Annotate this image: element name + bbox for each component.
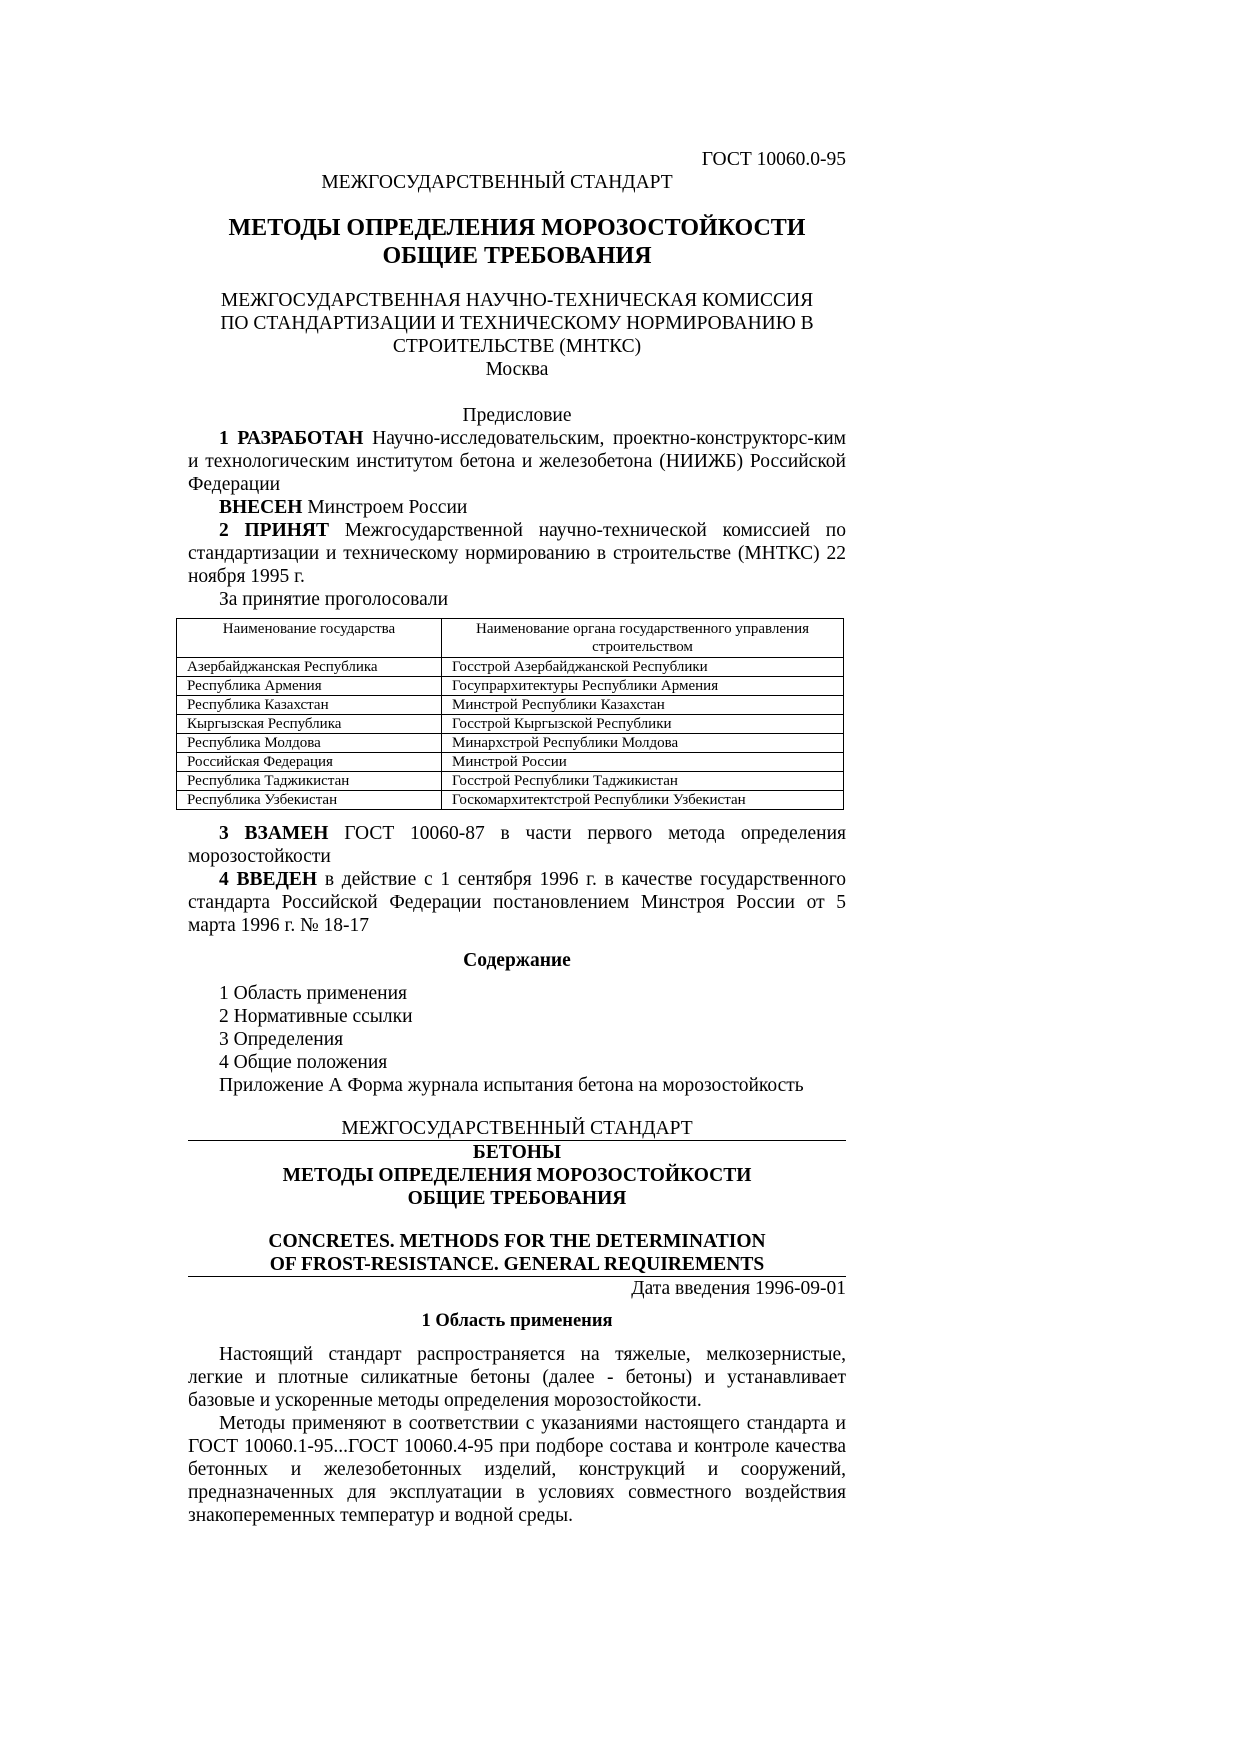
standard-title-line: МЕТОДЫ ОПРЕДЕЛЕНИЯ МОРОЗОСТОЙКОСТИ xyxy=(282,1165,752,1186)
doc-title-line: ОБЩИЕ ТРЕБОВАНИЯ xyxy=(382,243,652,269)
commission-line: СТРОИТЕЛЬСТВЕ (МНТКС) xyxy=(392,336,642,357)
preface-item-label: 4 ВВЕДЕН xyxy=(219,869,318,890)
contents-item: Приложение А Форма журнала испытания бетона на морозостойкость xyxy=(219,1075,804,1096)
section-paragraph: Настоящий стандарт распространяется на тяжелые, мелкозернистые, легкие и плотные силикатные бетоны (далее - бетоны) и устанавливает базовые и ускоренные методы определения морозостойкости. xyxy=(188,1344,846,1411)
document-page xyxy=(188,148,846,1527)
preface-item-label: 3 ВЗАМЕН xyxy=(219,823,329,844)
table-row xyxy=(177,734,844,753)
table-cell: Республика Молдова xyxy=(177,734,442,753)
table-row xyxy=(177,677,844,696)
standard-title-line: ОБЩИЕ ТРЕБОВАНИЯ xyxy=(407,1188,627,1209)
table-cell: Кыргызская Республика xyxy=(177,715,442,734)
standard-title-en xyxy=(188,1230,846,1276)
table-cell: Госупрархитектуры Республики Армения xyxy=(442,677,844,696)
table-cell: Минстрой Республики Казахстан xyxy=(442,696,844,715)
commission xyxy=(188,289,846,358)
intro-date: Дата введения 1996-09-01 xyxy=(631,1278,846,1299)
preface-item-label: ВНЕСЕН xyxy=(219,497,303,518)
votes-table xyxy=(176,618,844,810)
preface-item-text: Межгосударственной научно-технической комиссией по стандартизации и техническому нормированию в строительстве (МНТКС) 22 ноября 1995 г. xyxy=(188,520,846,587)
preface-item-text: в действие с 1 сентября 1996 г. в качестве государственного стандарта Российской Федерации постановлением Минстроя России от 5 марта 1996 г. № 18-17 xyxy=(188,869,846,936)
preface-item-text: Минстроем России xyxy=(302,497,468,518)
table-cell: Российская Федерация xyxy=(177,753,442,772)
table-cell: Республика Армения xyxy=(177,677,442,696)
section-paragraph: Методы применяют в соответствии с указаниями настоящего стандарта и ГОСТ 10060.1-95...ГОСТ 10060.4-95 при подборе состава и контроле качества бетонных и железобетонных изделий, конструкций и сооружений, предназначенных для эксплуатации в условиях совместного воздействия знакопеременных температур и водной среды. xyxy=(188,1413,846,1526)
doc-title-line: МЕТОДЫ ОПРЕДЕЛЕНИЯ МОРОЗОСТОЙКОСТИ xyxy=(228,215,806,241)
table-row xyxy=(177,696,844,715)
standard-category: МЕЖГОСУДАРСТВЕННЫЙ СТАНДАРТ xyxy=(341,1118,693,1139)
preface-item-text: ГОСТ 10060-87 в части первого метода определения морозостойкости xyxy=(188,823,846,867)
table-row xyxy=(177,791,844,810)
table-cell: Республика Узбекистан xyxy=(177,791,442,810)
table-header-cell: Наименование государства xyxy=(177,619,442,658)
preface-item-submitted xyxy=(188,496,846,519)
contents-item: 3 Определения xyxy=(219,1029,344,1050)
table-cell: Азербайджанская Республика xyxy=(177,658,442,677)
table-header-row xyxy=(177,619,844,658)
header-category: МЕЖГОСУДАРСТВЕННЫЙ СТАНДАРТ xyxy=(321,172,673,193)
table-header-cell: Наименование органа государственного управления строительством xyxy=(442,619,844,658)
contents-item: 1 Область применения xyxy=(219,983,408,1004)
contents-heading: Содержание xyxy=(463,950,571,971)
preface-item-developed xyxy=(188,427,846,496)
table-cell: Госстрой Азербайджанской Республики xyxy=(442,658,844,677)
doc-title xyxy=(188,214,846,270)
preface-voted-text: За принятие проголосовали xyxy=(219,589,449,610)
table-cell: Госстрой Кыргызской Республики xyxy=(442,715,844,734)
table-row xyxy=(177,715,844,734)
table-row xyxy=(177,753,844,772)
preface-item-replaces xyxy=(188,822,846,868)
table-cell: Республика Казахстан xyxy=(177,696,442,715)
contents-list xyxy=(219,982,846,1097)
section-heading: 1 Область применения xyxy=(421,1311,613,1331)
doc-code: ГОСТ 10060.0-95 xyxy=(701,149,846,170)
table-cell: Госкомархитектстрой Республики Узбекистан xyxy=(442,791,844,810)
standard-title-line: БЕТОНЫ xyxy=(472,1142,562,1163)
standard-title-en-line: OF FROST-RESISTANCE. GENERAL REQUIREMENTS xyxy=(269,1254,765,1275)
contents-item: 4 Общие положения xyxy=(219,1052,388,1073)
commission-line: ПО СТАНДАРТИЗАЦИИ И ТЕХНИЧЕСКОМУ НОРМИРОВАНИЮ В xyxy=(220,313,814,334)
standard-title-en-line: CONCRETES. METHODS FOR THE DETERMINATION xyxy=(268,1231,766,1252)
table-row xyxy=(177,772,844,791)
table-row xyxy=(177,658,844,677)
commission-line: МЕЖГОСУДАРСТВЕННАЯ НАУЧНО-ТЕХНИЧЕСКАЯ КОМИССИЯ xyxy=(220,290,814,311)
table-cell: Минархстрой Республики Молдова xyxy=(442,734,844,753)
standard-title xyxy=(188,1141,846,1210)
preface-item-text: Научно-исследовательским, проектно-конструкторс-ким и технологическим институтом бетона и железобетона (НИИЖБ) Российской Федерации xyxy=(188,428,846,495)
preface-item-adopted xyxy=(188,519,846,588)
preface-heading: Предисловие xyxy=(462,405,572,426)
contents-item: 2 Нормативные ссылки xyxy=(219,1006,413,1027)
preface-item-label: 2 ПРИНЯТ xyxy=(219,520,330,541)
city: Москва xyxy=(485,359,549,380)
table-cell: Минстрой России xyxy=(442,753,844,772)
preface-item-introduced xyxy=(188,868,846,937)
preface-item-label: 1 РАЗРАБОТАН xyxy=(219,428,364,449)
table-cell: Республика Таджикистан xyxy=(177,772,442,791)
table-cell: Госстрой Республики Таджикистан xyxy=(442,772,844,791)
